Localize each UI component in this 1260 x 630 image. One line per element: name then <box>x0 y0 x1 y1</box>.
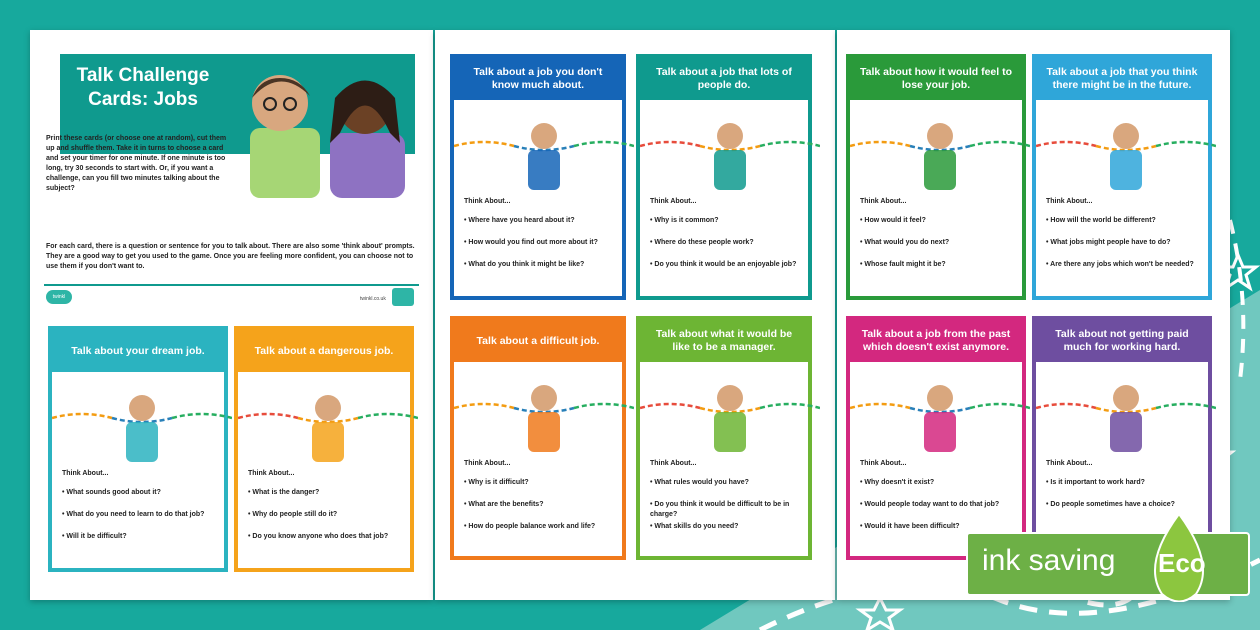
think-about-heading: Think About... <box>62 470 109 477</box>
bullet: • <box>650 479 655 486</box>
think-about-question <box>860 478 1014 488</box>
think-about-question <box>650 260 800 270</box>
bullet: • <box>860 239 865 246</box>
card-illustration <box>1036 106 1216 198</box>
think-about-heading: Think About... <box>650 460 697 467</box>
question-text: Why is it common? <box>654 217 719 224</box>
think-about-question <box>248 488 402 498</box>
bullet: • <box>464 523 469 530</box>
bullet: • <box>650 217 655 224</box>
bullet: • <box>1046 479 1051 486</box>
question-text: Would it have been difficult? <box>864 523 960 530</box>
people-illustration <box>230 48 410 198</box>
think-about-question <box>1046 238 1200 248</box>
bullet: • <box>650 501 655 508</box>
think-about-question <box>464 500 614 510</box>
think-about-question <box>248 532 402 542</box>
question-text: What are the benefits? <box>468 501 544 508</box>
question-text: Where have you heard about it? <box>468 217 575 224</box>
question-text: How would it feel? <box>864 217 926 224</box>
question-text: Will it be difficult? <box>66 533 127 540</box>
bullet: • <box>650 523 655 530</box>
card-illustration <box>454 368 634 460</box>
card-illustration <box>52 378 232 470</box>
question-text: Why doesn't it exist? <box>864 479 935 486</box>
think-about-question <box>62 488 216 498</box>
bullet: • <box>860 261 865 268</box>
talk-card <box>450 54 626 300</box>
bullet: • <box>1046 239 1051 246</box>
talk-card <box>636 316 812 560</box>
question-text: Why is it difficult? <box>468 479 529 486</box>
bullet: • <box>62 489 67 496</box>
twinkl-logo: twinkl <box>46 290 72 304</box>
question-text: What do you need to learn to do that job? <box>66 511 205 518</box>
bullet: • <box>464 501 469 508</box>
question-text: Would people today want to do that job? <box>864 501 1000 508</box>
card-illustration <box>850 106 1030 198</box>
question-text: What would you do next? <box>864 239 950 246</box>
divider <box>44 284 419 286</box>
bullet: • <box>1046 217 1051 224</box>
card-title: Talk about a job you don't know much about. <box>454 58 622 100</box>
card-title: Talk about what it would be like to be a manager. <box>640 320 808 362</box>
think-about-heading: Think About... <box>464 460 511 467</box>
card-title: Talk about a job from the past which doesn't exist anymore. <box>850 320 1022 362</box>
think-about-heading: Think About... <box>650 198 697 205</box>
bullet: • <box>464 239 469 246</box>
bullet: • <box>464 479 469 486</box>
think-about-question <box>860 260 1014 270</box>
twinkl-badge-icon <box>392 288 414 306</box>
question-text: What skills do you need? <box>654 523 739 530</box>
question-text: What is the danger? <box>252 489 320 496</box>
talk-card <box>450 316 626 560</box>
card-title: Talk about a job that you think there might be in the future. <box>1036 58 1208 100</box>
card-title: Talk about how it would feel to lose your job. <box>850 58 1022 100</box>
think-about-heading: Think About... <box>860 198 907 205</box>
think-about-heading: Think About... <box>248 470 295 477</box>
think-about-question <box>860 522 1014 532</box>
think-about-heading: Think About... <box>464 198 511 205</box>
think-about-question <box>464 260 614 270</box>
question-text: What do you think it might be like? <box>468 261 585 268</box>
question-text: How will the world be different? <box>1050 217 1156 224</box>
bullet: • <box>464 261 469 268</box>
question-text: How would you find out more about it? <box>468 239 598 246</box>
bullet: • <box>464 217 469 224</box>
page-title: Talk Challenge Cards: Jobs <box>76 65 210 110</box>
card-illustration <box>1036 368 1216 460</box>
question-text: Do people sometimes have a choice? <box>1050 501 1175 508</box>
card-title: Talk about not getting paid much for working hard. <box>1036 320 1208 362</box>
bullet: • <box>650 261 655 268</box>
think-about-question <box>650 238 800 248</box>
question-text: Do you know anyone who does that job? <box>252 533 389 540</box>
think-about-question <box>650 216 800 226</box>
intro-paragraph-2: For each card, there is a question or sentence for you to talk about. There are also some 'think about' prompts. They are a good way to get you used to the game. Once you are feeling more confident, you can choose not to use them if you don't want to. <box>46 243 415 270</box>
bullet: • <box>248 511 253 518</box>
question-text: How do people balance work and life? <box>468 523 596 530</box>
bullet: • <box>650 239 655 246</box>
question-text: Is it important to work hard? <box>1050 479 1145 486</box>
think-about-question <box>1046 478 1200 488</box>
think-about-question <box>464 478 614 488</box>
question-text: Where do these people work? <box>654 239 754 246</box>
think-about-question <box>860 216 1014 226</box>
card-title: Talk about a job that lots of people do. <box>640 58 808 100</box>
think-about-question <box>860 238 1014 248</box>
think-about-question <box>650 478 800 488</box>
bullet: • <box>248 533 253 540</box>
card-illustration <box>640 368 820 460</box>
think-about-question <box>248 510 402 520</box>
think-about-question <box>464 522 614 532</box>
think-about-question <box>860 500 1014 510</box>
ink-saving-label: ink saving <box>982 544 1116 577</box>
card-illustration <box>850 368 1030 460</box>
card-illustration <box>454 106 634 198</box>
think-about-question <box>62 532 216 542</box>
talk-card <box>636 54 812 300</box>
card-title: Talk about a dangerous job. <box>238 330 410 372</box>
question-text: Are there any jobs which won't be needed? <box>1050 261 1194 268</box>
think-about-heading: Think About... <box>1046 460 1093 467</box>
think-about-heading: Think About... <box>1046 198 1093 205</box>
think-about-question <box>650 522 800 532</box>
talk-card <box>846 54 1026 300</box>
intro-paragraph-1: Print these cards (or choose one at random), cut them up and shuffle them. Take it in turns to choose a card and set your timer for one minute. If one minute is too long, try 30 seconds to start with. Or, if you want a challenge, can you fill two minutes talking about the subject? <box>46 135 227 192</box>
talk-card <box>846 316 1026 560</box>
question-text: Whose fault might it be? <box>864 261 946 268</box>
bullet: • <box>1046 501 1051 508</box>
think-about-question <box>1046 216 1200 226</box>
card-title: Talk about a difficult job. <box>454 320 622 362</box>
think-about-question <box>464 238 614 248</box>
bullet: • <box>62 511 67 518</box>
think-about-question <box>464 216 614 226</box>
card-illustration <box>238 378 418 470</box>
bullet: • <box>860 217 865 224</box>
ink-saving-badge <box>966 532 1250 596</box>
question-text: What jobs might people have to do? <box>1050 239 1171 246</box>
talk-card <box>1032 54 1212 300</box>
bullet: • <box>860 523 865 530</box>
website-label: twinkl.co.uk <box>360 296 386 302</box>
think-about-question <box>62 510 216 520</box>
think-about-question <box>1046 500 1200 510</box>
question-text: What rules would you have? <box>654 479 749 486</box>
card-title: Talk about your dream job. <box>52 330 224 372</box>
bullet: • <box>1046 261 1051 268</box>
think-about-question <box>650 500 800 520</box>
bullet: • <box>62 533 67 540</box>
bullet: • <box>860 501 865 508</box>
eco-label: Eco <box>1158 548 1206 578</box>
think-about-heading: Think About... <box>860 460 907 467</box>
think-about-question <box>1046 260 1200 270</box>
talk-card <box>48 326 228 572</box>
talk-card <box>234 326 414 572</box>
question-text: Why do people still do it? <box>252 511 338 518</box>
question-text: What sounds good about it? <box>66 489 161 496</box>
card-illustration <box>640 106 820 198</box>
question-text: Do you think it would be difficult to be in charge? <box>650 501 790 518</box>
bullet: • <box>860 479 865 486</box>
question-text: Do you think it would be an enjoyable job? <box>654 261 797 268</box>
bullet: • <box>248 489 253 496</box>
